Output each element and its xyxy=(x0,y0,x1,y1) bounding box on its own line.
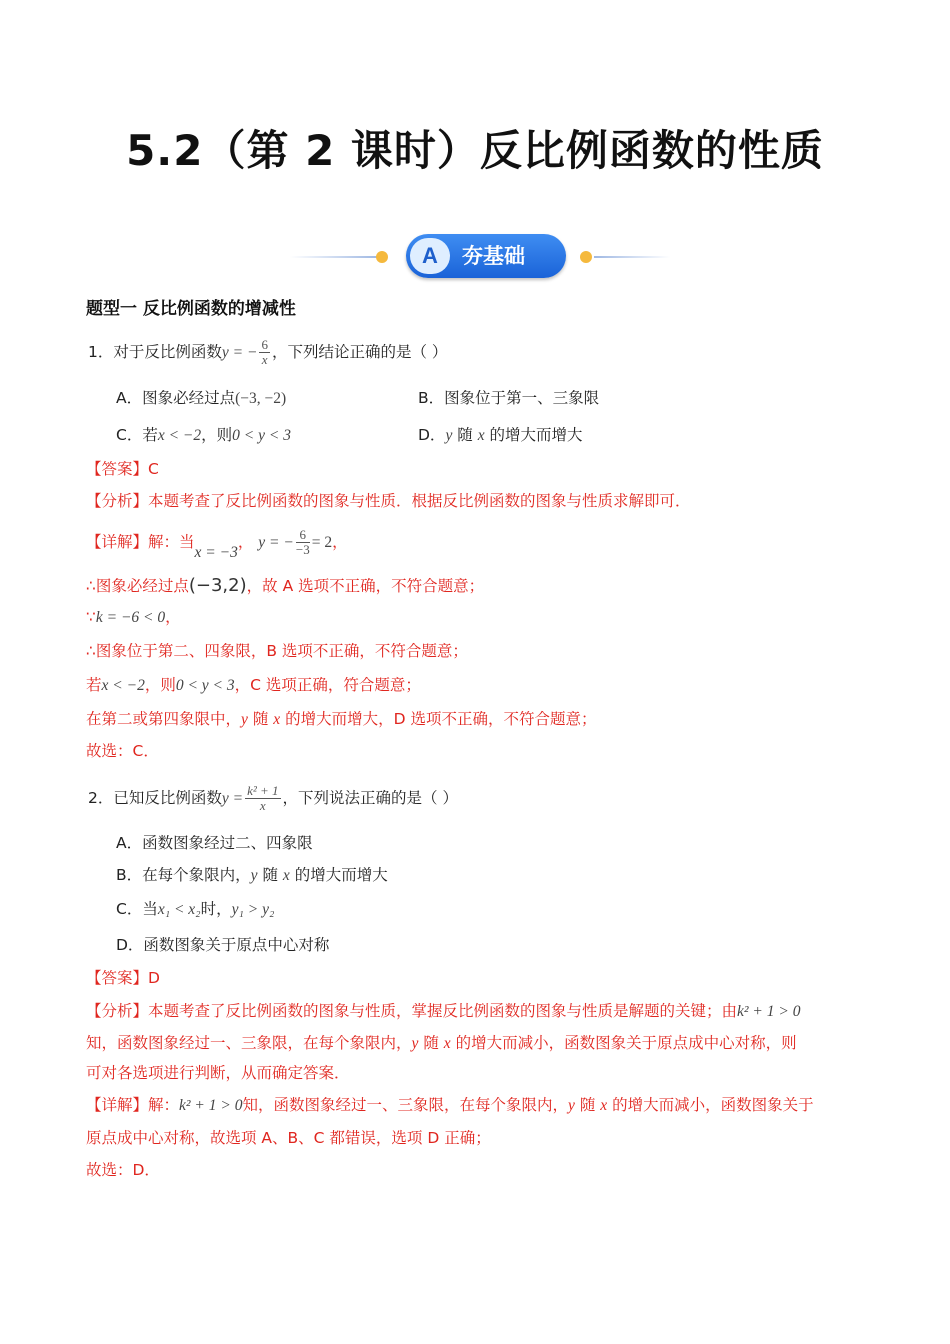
q2-detail-math: k² + 1 > 0 xyxy=(179,1097,243,1114)
q1-detail-denominator: −3 xyxy=(295,542,310,557)
q1-step-3: ∴图象位于第二、四象限，B 选项不正确，不符合题意； xyxy=(86,642,468,660)
q1-step-5-text: 在第二或第四象限中， xyxy=(86,710,242,728)
q2-option-b-var1: y xyxy=(250,867,258,884)
q2-stem xyxy=(88,784,458,813)
q1-step-1-end: ，故 A 选项不正确，不符合题意； xyxy=(246,577,485,595)
q1-step-2-math: k = −6 < 0 xyxy=(95,609,166,626)
q1-step-4-math1: x < −2 xyxy=(101,677,145,694)
q1-step-1-math: (−3,2) xyxy=(188,575,247,596)
q2-func-fraction xyxy=(245,784,280,813)
q1-analysis-tag: 【分析】 xyxy=(86,492,149,510)
q1-detail-numerator: 6 xyxy=(296,528,310,543)
q1-stem xyxy=(88,338,447,367)
q2-func-lhs: y = xyxy=(221,790,244,807)
q1-stem-text: 1．对于反比例函数 xyxy=(88,343,222,361)
q2-analysis-text-1: 本题考查了反比例函数的图象与性质，掌握反比例函数的图象与性质是解题的关键；由 xyxy=(148,1002,738,1020)
q2-stem-text: 2．已知反比例函数 xyxy=(88,789,222,807)
q2-option-c-math2: y₁ > y₂ xyxy=(231,901,275,918)
q2-option-b-mid: 随 xyxy=(257,866,283,884)
q1-option-a-text: A．图象必经过点 xyxy=(116,389,236,407)
q2-conclusion: 故选：D． xyxy=(86,1161,160,1179)
q2-option-c-mid: 时， xyxy=(200,900,232,918)
q2-analysis-math: k² + 1 > 0 xyxy=(737,1003,801,1020)
q2-detail-var2: x xyxy=(600,1097,608,1114)
q2-func-numerator: k² + 1 xyxy=(247,783,279,798)
q2-option-d: D．函数图象关于原点中心对称 xyxy=(116,936,330,954)
q1-step-5-end: 的增大而增大，D 选项不正确，不符合题意； xyxy=(280,710,597,728)
q1-detail-math1: x = −3 xyxy=(194,544,238,561)
q2-answer-value: D xyxy=(148,969,160,987)
q2-answer xyxy=(86,967,160,989)
q2-detail-line-2: 原点成中心对称，故选项 A、B、C 都错误，选项 D 正确； xyxy=(86,1129,491,1147)
q1-detail-lhs: y = − xyxy=(258,534,294,551)
q2-detail-text-1: 知，函数图象经过一、三象限，在每个象限内， xyxy=(242,1096,568,1114)
q1-detail-rhs: = 2 xyxy=(311,534,333,551)
q2-analysis-tag: 【分析】 xyxy=(86,1002,149,1020)
q2-detail-var1: y xyxy=(568,1097,575,1114)
banner-badge: A xyxy=(410,238,450,274)
q2-analysis-var2: x xyxy=(443,1035,451,1052)
q2-analysis-line-1 xyxy=(86,1000,800,1023)
q1-detail xyxy=(86,527,348,561)
q1-func-denominator: x xyxy=(261,352,268,367)
q1-answer-tag: 【答案】 xyxy=(86,460,149,478)
section-banner xyxy=(290,228,670,284)
q2-analysis-text-2: 知，函数图象经过一、三象限，在每个象限内， xyxy=(86,1034,412,1052)
q1-option-d-mid: 随 xyxy=(452,426,478,444)
q1-step-4-math2: 0 < y < 3 xyxy=(175,677,235,694)
q1-option-a xyxy=(116,387,286,410)
q1-step-2-text: ∵ xyxy=(86,608,96,626)
q2-option-b-text: B．在每个象限内， xyxy=(116,866,251,884)
q1-func-numerator: 6 xyxy=(261,337,268,352)
q1-step-2 xyxy=(86,606,181,629)
q1-analysis xyxy=(86,490,691,512)
q1-detail-fraction xyxy=(296,528,310,557)
q2-func-denominator: x xyxy=(259,798,266,813)
section-heading: 题型一 反比例函数的增减性 xyxy=(86,299,296,319)
q2-option-a: A．函数图象经过二、四象限 xyxy=(116,834,313,852)
q2-option-b-var2: x xyxy=(282,867,290,884)
q1-option-a-math: (−3, −2) xyxy=(235,390,287,407)
q2-analysis-var1: y xyxy=(411,1035,419,1052)
q1-step-4-mid: ，则 xyxy=(144,676,176,694)
q1-func-fraction xyxy=(259,338,270,367)
q1-step-5-var2: x xyxy=(273,711,281,728)
q1-step-2-end: ， xyxy=(165,608,181,626)
q1-option-d-var2: x xyxy=(477,427,485,444)
q1-option-c-math1: x < −2 xyxy=(157,427,202,444)
q1-step-4-text: 若 xyxy=(86,676,102,694)
q1-analysis-text: 本题考查了反比例函数的图象与性质．根据反比例函数的图象与性质求解即可． xyxy=(148,492,691,510)
q2-answer-tag: 【答案】 xyxy=(86,969,149,987)
q1-step-5 xyxy=(86,708,596,731)
q1-detail-intro: 解：当 xyxy=(148,533,195,551)
q1-conclusion: 故选：C． xyxy=(86,742,159,760)
banner-right-dot xyxy=(580,251,592,263)
q1-option-c-text: C．若 xyxy=(116,426,158,444)
q1-option-d-end: 的增大而增大 xyxy=(484,426,583,444)
q2-detail-intro: 解： xyxy=(148,1096,180,1114)
q2-option-c xyxy=(116,898,274,921)
q1-option-b: B．图象位于第一、三象限 xyxy=(418,389,600,407)
q1-detail-tag: 【详解】 xyxy=(86,533,149,551)
q2-analysis-mid: 随 xyxy=(418,1034,444,1052)
q2-analysis-line-2 xyxy=(86,1032,797,1055)
q2-stem-end: ，下列说法正确的是（ ） xyxy=(282,789,458,807)
q2-detail-line-1 xyxy=(86,1094,814,1117)
q1-answer xyxy=(86,458,159,480)
q1-step-5-var1: y xyxy=(241,711,248,728)
q2-detail-tag: 【详解】 xyxy=(86,1096,149,1114)
q1-option-d xyxy=(418,424,583,447)
q2-detail-mid: 随 xyxy=(574,1096,601,1114)
banner-label: 夯基础 xyxy=(462,244,525,268)
q1-option-d-var1: y xyxy=(445,427,453,444)
q1-option-c-math2: 0 < y < 3 xyxy=(232,427,291,444)
banner-pill xyxy=(406,234,566,278)
q1-detail-end: ， xyxy=(332,533,348,551)
q2-option-b xyxy=(116,864,388,887)
q2-detail-text-1-end: 的增大而减小，函数图象关于 xyxy=(607,1096,814,1114)
banner-left-dot xyxy=(376,251,388,263)
q1-step-1 xyxy=(86,575,484,597)
q1-option-c-mid: ，则 xyxy=(201,426,233,444)
page-title: 5.2（第 2 课时）反比例函数的性质 xyxy=(126,126,824,175)
q1-option-c xyxy=(116,424,291,447)
banner-right-line xyxy=(594,256,670,258)
q1-answer-value: C xyxy=(148,460,159,478)
q1-stem-end: ，下列结论正确的是（ ） xyxy=(271,343,448,361)
banner-left-line xyxy=(290,256,378,258)
q2-analysis-text-2-end: 的增大而减小，函数图象关于原点成中心对称，则 xyxy=(450,1034,797,1052)
q2-option-c-text: C．当 xyxy=(116,900,158,918)
q1-detail-comma: ， xyxy=(237,533,254,551)
q2-option-b-end: 的增大而增大 xyxy=(289,866,388,884)
q1-func-lhs: y = − xyxy=(221,344,258,361)
q2-option-c-math1: x₁ < x₂ xyxy=(157,901,201,918)
q2-analysis-line-3: 可对各选项进行判断，从而确定答案． xyxy=(86,1064,350,1082)
q1-step-5-mid: 随 xyxy=(247,710,274,728)
q1-step-4-end: ，C 选项正确，符合题意； xyxy=(234,676,421,694)
q1-option-d-text: D． xyxy=(418,426,446,444)
q1-step-1-text: ∴图象必经过点 xyxy=(86,577,189,595)
q1-step-4 xyxy=(86,674,421,697)
